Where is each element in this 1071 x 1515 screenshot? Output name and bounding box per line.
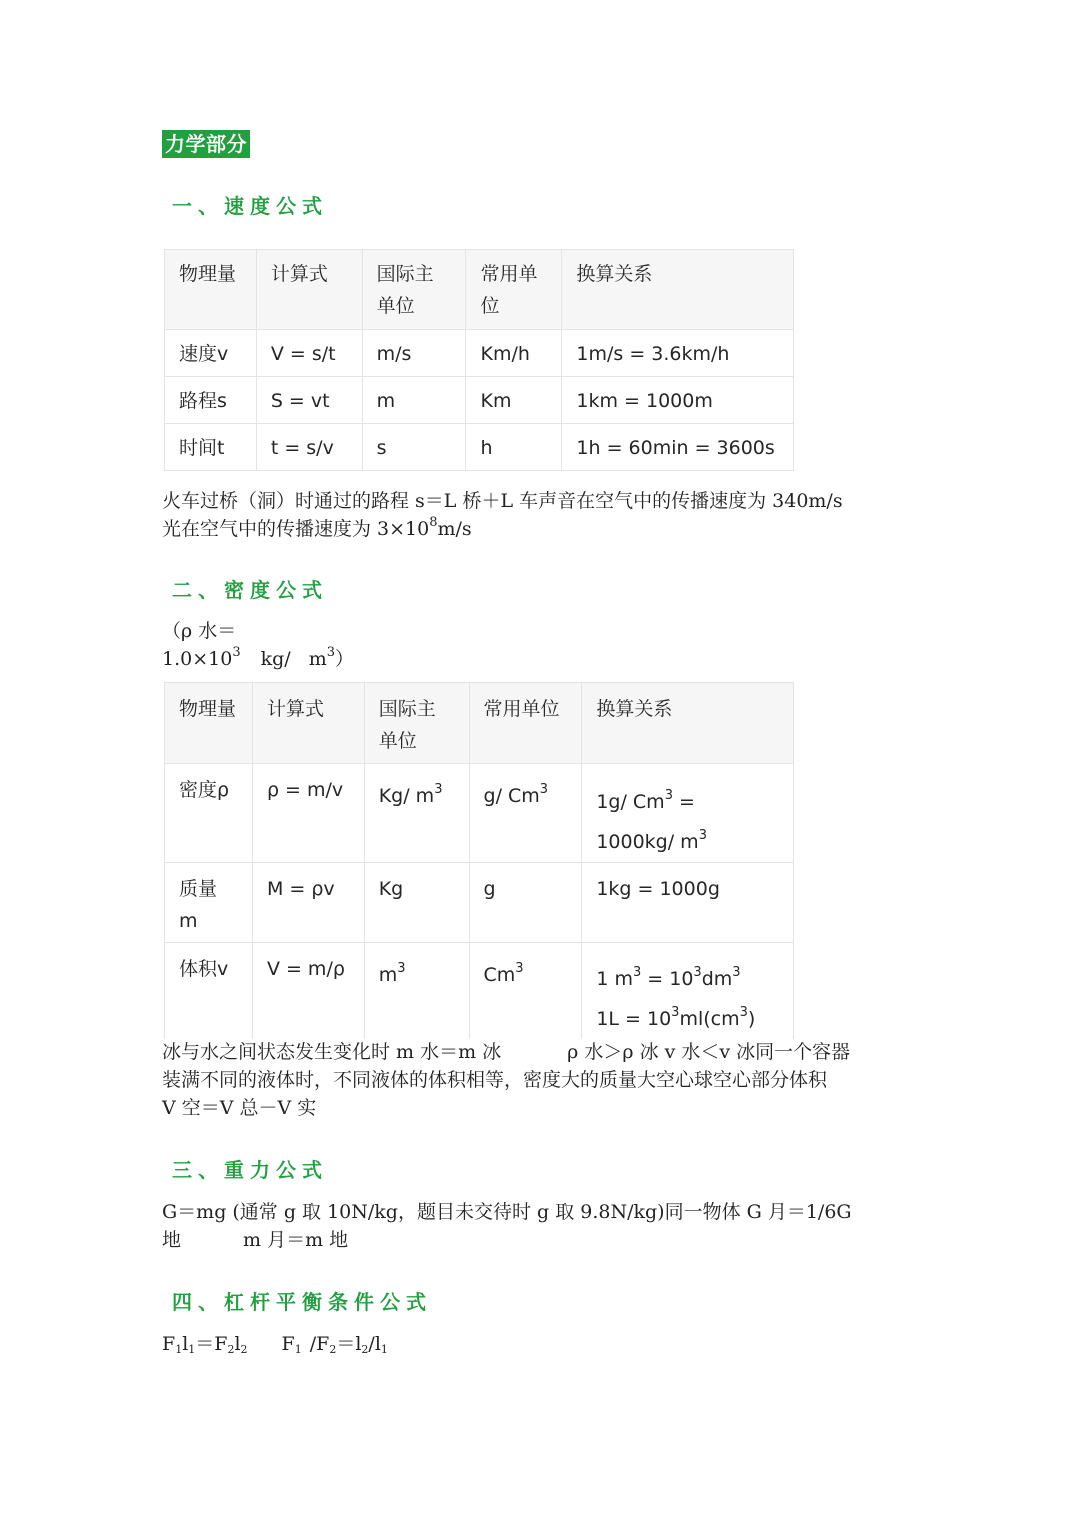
density-notes bbox=[162, 1038, 850, 1122]
cell-text: g/ Cm bbox=[483, 785, 540, 807]
note-text: 光在空气中的传播速度为 3×10 bbox=[162, 518, 430, 540]
header-cell: 物理量 bbox=[165, 250, 257, 330]
formula-symbol: F bbox=[214, 1333, 228, 1355]
table-cell: Km/h bbox=[466, 330, 562, 377]
gravity-heading: 三、重力公式 bbox=[172, 1158, 328, 1182]
note-text: ρ 水＞ρ 冰 v 水＜v 冰同一个容器 bbox=[567, 1041, 851, 1063]
header-cell: 计算式 bbox=[256, 250, 362, 330]
lever-heading: 四、杠杆平衡条件公式 bbox=[172, 1290, 432, 1314]
formula-symbol: / bbox=[368, 1333, 375, 1355]
table-cell bbox=[165, 863, 253, 943]
superscript: 3 bbox=[671, 1005, 680, 1020]
superscript: 3 bbox=[693, 965, 702, 980]
note-text: kg/ bbox=[260, 648, 291, 670]
note-line: V 空＝V 总－V 实 bbox=[162, 1097, 317, 1119]
speed-table bbox=[164, 249, 794, 471]
superscript: 8 bbox=[429, 515, 438, 530]
note-line: 火车过桥（洞）时通过的路程 s＝L 桥＋L 车声音在空气中的传播速度为 340m/s bbox=[162, 490, 843, 512]
cell-text: dm bbox=[701, 968, 733, 990]
header-cell: 常用单位 bbox=[466, 250, 562, 330]
superscript: 3 bbox=[515, 961, 524, 976]
table-cell: s bbox=[362, 424, 466, 471]
subscript: 1 bbox=[380, 1343, 388, 1356]
cell-text: 1L = 10 bbox=[596, 1008, 672, 1030]
formula-symbol: l bbox=[234, 1333, 241, 1355]
superscript: 3 bbox=[326, 645, 335, 660]
table-cell bbox=[469, 764, 582, 863]
subscript: 2 bbox=[227, 1343, 235, 1356]
superscript: 3 bbox=[732, 965, 741, 980]
section-badge: 力学部分 bbox=[162, 130, 250, 158]
table-cell: h bbox=[466, 424, 562, 471]
table-row bbox=[165, 424, 794, 471]
cell-text: 1g/ Cm bbox=[596, 791, 665, 813]
cell-text: ml(cm bbox=[679, 1008, 740, 1030]
header-cell: 国际主单位 bbox=[362, 250, 466, 330]
header-cell: 计算式 bbox=[252, 683, 364, 764]
table-header-row bbox=[165, 250, 794, 330]
table-cell: 1m/s = 3.6km/h bbox=[562, 330, 794, 377]
formula-symbol: l bbox=[182, 1333, 189, 1355]
table-cell: 速度v bbox=[165, 330, 257, 377]
note-line bbox=[162, 1038, 850, 1066]
note-line bbox=[162, 515, 843, 543]
table-cell bbox=[582, 764, 794, 863]
table-cell: 体积v bbox=[165, 943, 253, 1040]
table-cell bbox=[582, 943, 794, 1040]
superscript: 3 bbox=[232, 645, 241, 660]
table-cell: Kg bbox=[364, 863, 469, 943]
table-cell: ρ = m/v bbox=[252, 764, 364, 863]
note-text: m 月＝m 地 bbox=[243, 1229, 349, 1251]
table-cell: Km bbox=[466, 377, 562, 424]
formula-symbol: F bbox=[162, 1333, 176, 1355]
table-cell: 时间t bbox=[165, 424, 257, 471]
subscript: 1 bbox=[294, 1343, 302, 1356]
table-cell: 1h = 60min = 3600s bbox=[562, 424, 794, 471]
header-cell: 换算关系 bbox=[562, 250, 794, 330]
density-table bbox=[164, 682, 794, 1039]
cell-text: 1 m bbox=[596, 968, 633, 990]
note-line bbox=[162, 1226, 852, 1254]
cell-text: m bbox=[378, 964, 398, 986]
lever-formula bbox=[162, 1330, 388, 1358]
table-cell: M = ρv bbox=[252, 863, 364, 943]
subscript: 2 bbox=[329, 1343, 337, 1356]
formula-symbol: l bbox=[355, 1333, 362, 1355]
superscript: 3 bbox=[539, 782, 549, 797]
note-text: m bbox=[308, 648, 327, 670]
header-cell: 换算关系 bbox=[582, 683, 794, 764]
cell-text: = bbox=[672, 791, 695, 813]
density-heading: 二、密度公式 bbox=[172, 578, 328, 602]
formula-symbol: F bbox=[281, 1333, 295, 1355]
table-row bbox=[165, 377, 794, 424]
table-cell: S = vt bbox=[256, 377, 362, 424]
superscript: 3 bbox=[632, 965, 642, 980]
table-cell: 密度ρ bbox=[165, 764, 253, 863]
header-cell: 国际主单位 bbox=[364, 683, 469, 764]
table-cell: m/s bbox=[362, 330, 466, 377]
table-row bbox=[165, 863, 794, 943]
table-cell: 1km = 1000m bbox=[562, 377, 794, 424]
superscript: 3 bbox=[397, 961, 406, 976]
formula-symbol: ＝ bbox=[195, 1333, 215, 1355]
superscript: 3 bbox=[698, 828, 707, 843]
cell-text: 质量m bbox=[179, 878, 218, 932]
cell-text: = 10 bbox=[641, 968, 694, 990]
table-cell bbox=[364, 764, 469, 863]
density-note bbox=[162, 617, 354, 673]
formula-symbol: F bbox=[316, 1333, 330, 1355]
formula-symbol: l bbox=[374, 1333, 381, 1355]
formula-symbol: ＝ bbox=[336, 1333, 356, 1355]
table-cell: t = s/v bbox=[256, 424, 362, 471]
note-line: G＝mg (通常 g 取 10N/kg，题目未交待时 g 取 9.8N/kg)同一物体 G 月＝1/6G bbox=[162, 1201, 852, 1223]
subscript: 1 bbox=[188, 1343, 196, 1356]
cell-text: Cm bbox=[483, 964, 516, 986]
table-cell bbox=[364, 943, 469, 1040]
superscript: 3 bbox=[664, 788, 673, 803]
header-cell: 常用单位 bbox=[469, 683, 582, 764]
note-text: 1.0×10 bbox=[162, 648, 233, 670]
subscript: 2 bbox=[240, 1343, 248, 1356]
note-text: ） bbox=[335, 648, 355, 670]
subscript: 2 bbox=[361, 1343, 369, 1356]
note-text: 地 bbox=[162, 1229, 182, 1251]
table-cell: m bbox=[362, 377, 466, 424]
table-cell: g bbox=[469, 863, 582, 943]
table-cell: 路程s bbox=[165, 377, 257, 424]
note-text: m/s bbox=[437, 518, 472, 540]
formula-line bbox=[162, 1330, 388, 1358]
note-line bbox=[162, 645, 354, 673]
cell-text: 1000kg/ m bbox=[596, 831, 699, 853]
gravity-notes bbox=[162, 1198, 852, 1254]
table-cell: 1kg = 1000g bbox=[582, 863, 794, 943]
table-cell: V = s/t bbox=[256, 330, 362, 377]
subscript: 1 bbox=[175, 1343, 183, 1356]
note-text: 冰与水之间状态发生变化时 m 水＝m 冰 bbox=[162, 1041, 502, 1063]
cell-text: Kg/ m bbox=[378, 785, 435, 807]
header-cell: 物理量 bbox=[165, 683, 253, 764]
superscript: 3 bbox=[434, 782, 443, 797]
table-header-row bbox=[165, 683, 794, 764]
table-row bbox=[165, 943, 794, 1040]
superscript: 3 bbox=[739, 1005, 748, 1020]
cell-text: ) bbox=[747, 1008, 756, 1030]
speed-heading: 一、速度公式 bbox=[172, 194, 328, 218]
table-cell: V = m/ρ bbox=[252, 943, 364, 1040]
formula-symbol: / bbox=[309, 1333, 317, 1355]
table-cell bbox=[469, 943, 582, 1040]
table-row bbox=[165, 330, 794, 377]
note-line: 装满不同的液体时，不同液体的体积相等，密度大的质量大空心球空心部分体积 bbox=[162, 1069, 828, 1091]
speed-notes bbox=[162, 487, 843, 543]
table-row bbox=[165, 764, 794, 863]
note-line: （ρ 水＝ bbox=[162, 620, 237, 642]
